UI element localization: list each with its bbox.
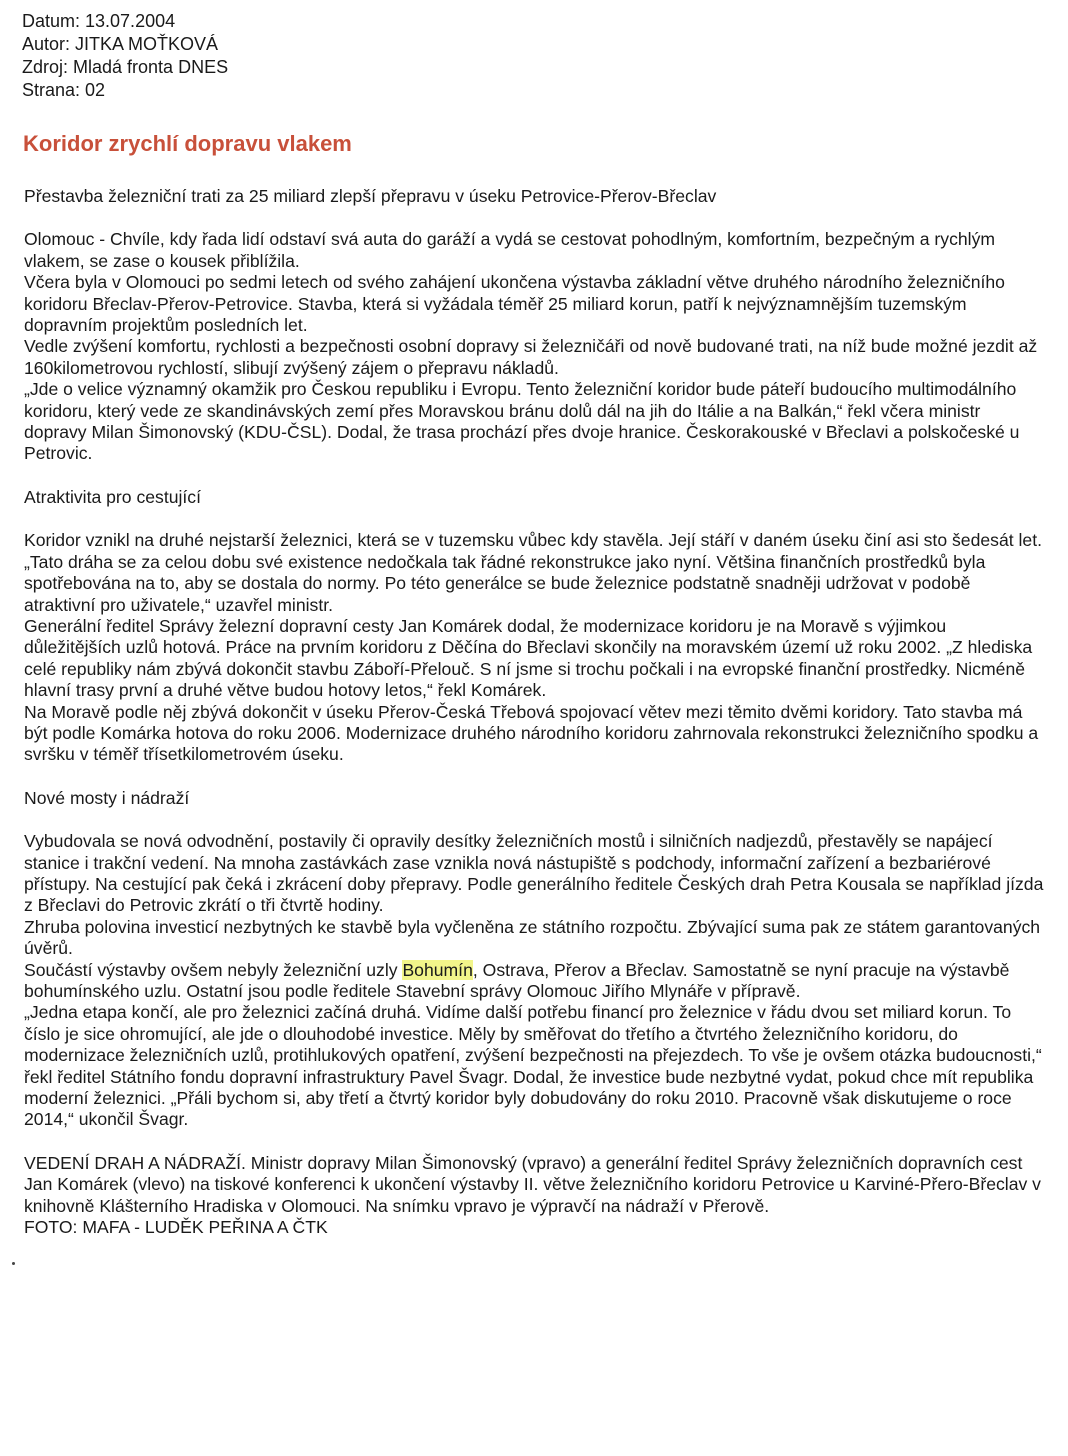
intro-paragraph-2: Včera byla v Olomouci po sedmi letech od svého zahájení ukončena výstavba základní větve druhého národního železničního koridoru Břeclav-Přerov-Petrovice. Stavba, která si vyžádala téměř 25 miliard korun, patří k nejvýznamnějším tuzemským dopravním projektům posledních let. bbox=[24, 272, 1005, 336]
section-2-paragraph-2: Zhruba polovina investicí nezbytných ke stavbě byla vyčleněna ze státního rozpočtu. Zbývající suma pak ze státem garantovaných úvěrů. bbox=[24, 916, 1041, 959]
article-lead: Přestavba železniční trati za 25 miliard zlepší přepravu v úseku Petrovice-Přerov-Břeclav bbox=[24, 186, 717, 206]
highlighted-word: Bohumín bbox=[402, 959, 473, 980]
author-line: Autor: JITKA MOŤKOVÁ bbox=[22, 34, 219, 54]
date-line: Datum: 13.07.2004 bbox=[22, 11, 176, 31]
intro-paragraph-4: „Jde o velice významný okamžik pro Českou republiku i Evropu. Tento železniční koridor bude páteří budoucího multimodálního koridoru, který vede ze skandinávských zemí přes Moravskou bránu dolů dál na jih do Itálie a na Balkán,“ řekl včera ministr dopravy Milan Šimonovský (KDU-ČSL). Dodal, že trasa prochází přes dvoje hranice. Českorakouské v Břeclavi a polskočeské u Petrovic. bbox=[24, 379, 1020, 464]
section-1-paragraph-1: Koridor vznikl na druhé nejstarší železnici, která se v tuzemsku vůbec kdy stavěla. Její stáří v daném úseku činí asi sto šedesát let. „Tato dráha se za celou dobu své existence nedočkala tak řádné rekonstrukce jako nyní. Většina finančních prostředků byla spotřebována na to, aby se dostala do normy. Po této generálce se bude železnice podstatně snadněji udržovat v podobě atraktivní pro uživatele,“ uzavřel ministr. bbox=[24, 530, 1042, 615]
section-1-paragraph-3: Na Moravě podle něj zbývá dokončit v úseku Přerov-Česká Třebová spojovací větev mezi těmito dvěmi koridory. Tato stavba má být podle Komárka hotova do roku 2006. Modernizace druhého národního koridoru zahrnovala rekonstrukci železničního spodku a svršku v téměř třísetkilometrovém úseku. bbox=[24, 701, 1039, 765]
paragraph-text-after: , Ostrava, Přerov a Břeclav. Samostatně se nyní pracuje na výstavbě bohumínského uzlu. Ostatní jsou podle ředitele Stavební správy Olomouc Jiřího Mlynáře v přípravě. bbox=[24, 959, 1010, 1001]
paragraph-text-before: Součástí výstavby ovšem nebyly železniční uzly bbox=[24, 959, 403, 980]
article-body bbox=[24, 186, 1046, 1238]
page-line: Strana: 02 bbox=[22, 80, 106, 100]
section-2-title: Nové mosty i nádraží bbox=[24, 787, 190, 808]
intro-paragraph-3: Vedle zvýšení komfortu, rychlosti a bezpečnosti osobní dopravy si železničáři od nově budované trati, na níž bude možné jezdit až 160kilometrovou rychlostí, slibují zvýšený zájem o přepravu nákladů. bbox=[24, 336, 1038, 378]
section-1-title: Atraktivita pro cestující bbox=[24, 486, 201, 507]
source-line: Zdroj: Mladá fronta DNES bbox=[22, 57, 229, 77]
section-2-paragraph-3 bbox=[24, 960, 1046, 1003]
article-headline: Koridor zrychlí dopravu vlakem bbox=[23, 131, 352, 156]
article-metadata bbox=[22, 10, 228, 102]
photo-caption: VEDENÍ DRAH A NÁDRAŽÍ. Ministr dopravy Milan Šimonovský (vpravo) a generální ředitel Správy železničních dopravních cest Jan Komárek (vlevo) na tiskové konferenci k ukončení výstavby II. větve železničního koridoru Petrovice u Karviné-Přero-Břeclav v knihovně Klášterního Hradiska v Olomouci. Na snímku vpravo je výpravčí na nádraží v Přerově. bbox=[24, 1152, 1041, 1216]
section-2-paragraph-4: „Jedna etapa končí, ale pro železnici začíná druhá. Vidíme další potřebu financí pro železnice v řádu dvou set miliard korun. To číslo je sice ohromující, ale jde o dlouhodobé investice. Měly by směřovat do třetího a čtvrtého železničního koridoru, do modernizace železničních uzlů, protihlukových opatření, zvýšení bezpečnosti na přejezdech. To vše je ovšem otázka budoucnosti,“ řekl ředitel Státního fondu dopravní infrastruktury Pavel Švagr. Dodal, že investice bude nezbytné vydat, pokud chce mít republika moderní železnici. „Přáli bychom si, aby třetí a čtvrtý koridor byly dobudovány do roku 2010. Pracovně však diskutujeme o roce 2014,“ ukončil Švagr. bbox=[24, 1002, 1042, 1130]
section-2-paragraph-1: Vybudovala se nová odvodnění, postavily či opravily desítky železničních mostů i silničních nadjezdů, přestavěly se napájecí stanice i trakční vedení. Na mnoha zastávkách zase vznikla nová nástupiště s podchody, informační zařízení a bezbariérové přístupy. Na cestující pak čeká i zkrácení doby přepravy. Podle generálního ředitele Českých drah Petra Kousala se například jízda z Břeclavi do Petrovic zkrátí o tři čtvrtě hodiny. bbox=[24, 831, 1044, 916]
section-1-paragraph-2: Generální ředitel Správy železní dopravní cesty Jan Komárek dodal, že modernizace koridoru je na Moravě s výjimkou důležitějších uzlů hotová. Práce na prvním koridoru z Děčína do Břeclavi skončily na moravském území už roku 2002. „Z hlediska celé republiky nám zbývá dokončit stavbu Záboří-Přelouč. S ní jsme si trochu počkali i na evropské finanční prostředky. Nicméně hlavní trasy první a druhé větve budou hotovy letos,“ řekl Komárek. bbox=[24, 615, 1033, 701]
intro-paragraph-1: Olomouc - Chvíle, kdy řada lidí odstaví svá auta do garáží a vydá se cestovat pohodlným, komfortním, bezpečným a rychlým vlakem, se zase o kousek přiblížila. bbox=[24, 229, 996, 271]
scan-speck bbox=[12, 1262, 15, 1265]
photo-credit: FOTO: MAFA - LUDĚK PEŘINA A ČTK bbox=[24, 1217, 328, 1238]
